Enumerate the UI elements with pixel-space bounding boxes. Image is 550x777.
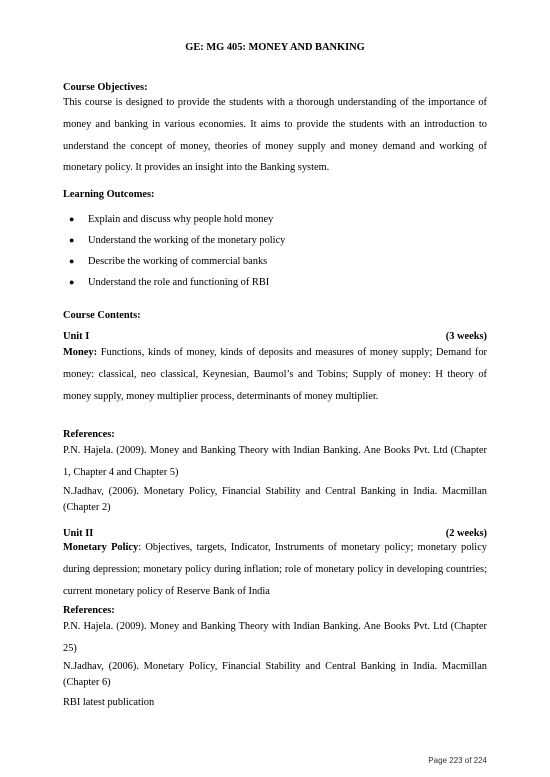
outcomes-heading: Learning Outcomes:: [63, 189, 155, 200]
unit-2-references-heading: References:: [63, 605, 115, 616]
course-title: GE: MG 405: MONEY AND BANKING: [185, 42, 365, 53]
unit-1-header: [63, 331, 487, 342]
unit-2-reference-1: P.N. Hajela. (2009). Money and Banking Theory with Indian Banking. Ane Books Pvt. Ltd (Chapter 25): [63, 621, 487, 654]
bullet-icon: ●: [69, 256, 75, 266]
unit-2-reference-2: N.Jadhav, (2006). Monetary Policy, Financial Stability and Central Banking in India. Macmillan (Chapter 6): [63, 661, 487, 688]
list-item: ● Explain and discuss why people hold money: [69, 209, 285, 230]
unit-2-duration: (2 weeks): [445, 528, 487, 539]
unit-2-text: Monetary Policy: Objectives, targets, Indicator, Instruments of monetary policy; monetary policy during depression; monetary policy during inflation; role of monetary policy in developing countries; current monetary policy of Reserve Bank of India: [63, 542, 487, 597]
bullet-icon: ●: [69, 235, 75, 245]
unit-1-label: Unit I: [63, 331, 90, 342]
list-item: ● Understand the role and functioning of RBI: [69, 272, 285, 293]
unit-1-references-heading: References:: [63, 429, 115, 440]
unit-1-text: Money: Functions, kinds of money, kinds of deposits and measures of money supply; Demand for money: classical, neo classical, Keynesian, Baumol’s and Tobins; Supply of money: H theory of money supply, money multiplier process, determinants of money multiplier.: [63, 347, 487, 402]
outcomes-list: [63, 209, 285, 293]
unit-1-duration: (3 weeks): [445, 331, 487, 342]
list-item: ● Describe the working of commercial banks: [69, 251, 285, 272]
bullet-icon: ●: [69, 214, 75, 224]
unit-1-reference-1: P.N. Hajela. (2009). Money and Banking Theory with Indian Banking. Ane Books Pvt. Ltd (Chapter 1, Chapter 4 and Chapter 5): [63, 445, 487, 478]
bullet-icon: ●: [69, 277, 75, 287]
unit-1-reference-2: N.Jadhav, (2006). Monetary Policy, Financial Stability and Central Banking in India. Macmillan (Chapter 2): [63, 486, 487, 513]
contents-heading: Course Contents:: [63, 310, 141, 321]
objectives-heading: Course Objectives:: [63, 82, 148, 93]
unit-2-reference-3: RBI latest publication: [63, 697, 155, 708]
unit-2-label: Unit II: [63, 528, 94, 539]
list-item: ● Understand the working of the monetary policy: [69, 230, 285, 251]
objectives-text: This course is designed to provide the students with a thorough understanding of the importance of money and banking in various economies. It aims to provide the students with an introduction to understand the concept of money, theories of money supply and money demand and working of monetary policy. It provides an insight into the Banking system.: [63, 97, 487, 174]
page-number: Page 223 of 224: [428, 756, 487, 765]
